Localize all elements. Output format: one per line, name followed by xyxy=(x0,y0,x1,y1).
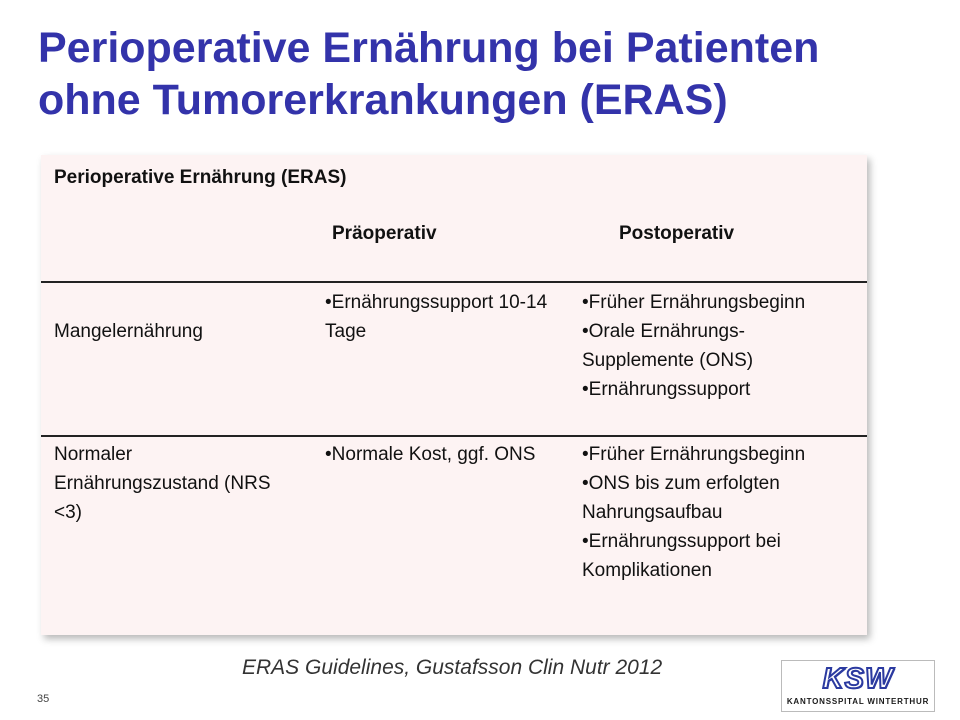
ksw-logo xyxy=(781,660,935,712)
slide-title xyxy=(38,22,938,126)
list-item: • Normale Kost, ggf. ONS xyxy=(325,440,560,469)
list-item: • ONS bis zum erfolgten Nahrungsaufbau xyxy=(582,469,842,527)
logo-mark: KSW xyxy=(822,663,894,695)
row1-postop-list xyxy=(582,288,852,404)
logo-text: KANTONSSPITAL WINTERTHUR xyxy=(786,697,930,706)
row2-preop-list xyxy=(325,440,560,469)
column-header-preop: Präoperativ xyxy=(332,223,437,244)
page-number: 35 xyxy=(37,693,50,705)
citation: ERAS Guidelines, Gustafsson Clin Nutr 2012 xyxy=(242,656,663,679)
row2-postop-list xyxy=(582,440,842,585)
slide-title-line-2: ohne Tumorerkrankungen (ERAS) xyxy=(38,76,728,124)
row-divider xyxy=(41,435,867,437)
list-item: • Früher Ernährungsbeginn xyxy=(582,440,842,469)
row-label-normaler-zustand: Normaler Ernährungszustand (NRS <3) xyxy=(54,444,271,523)
list-item: • Ernährungssupport 10-14 Tage xyxy=(325,288,550,346)
table-caption: Perioperative Ernährung (ERAS) xyxy=(54,167,347,188)
eras-table xyxy=(41,155,867,635)
row-label-mangelernaehrung: Mangelernährung xyxy=(54,321,203,342)
list-item: • Früher Ernährungsbeginn xyxy=(582,288,852,317)
list-item: • Orale Ernährungs-Supplemente (ONS) xyxy=(582,317,852,375)
column-header-postop: Postoperativ xyxy=(619,223,735,244)
list-item: • Ernährungssupport xyxy=(582,375,852,404)
list-item: • Ernährungssupport bei Komplikationen xyxy=(582,527,842,585)
row1-preop-list xyxy=(325,288,550,346)
slide-title-line-1: Perioperative Ernährung bei Patienten xyxy=(38,24,820,72)
header-divider xyxy=(41,281,867,283)
